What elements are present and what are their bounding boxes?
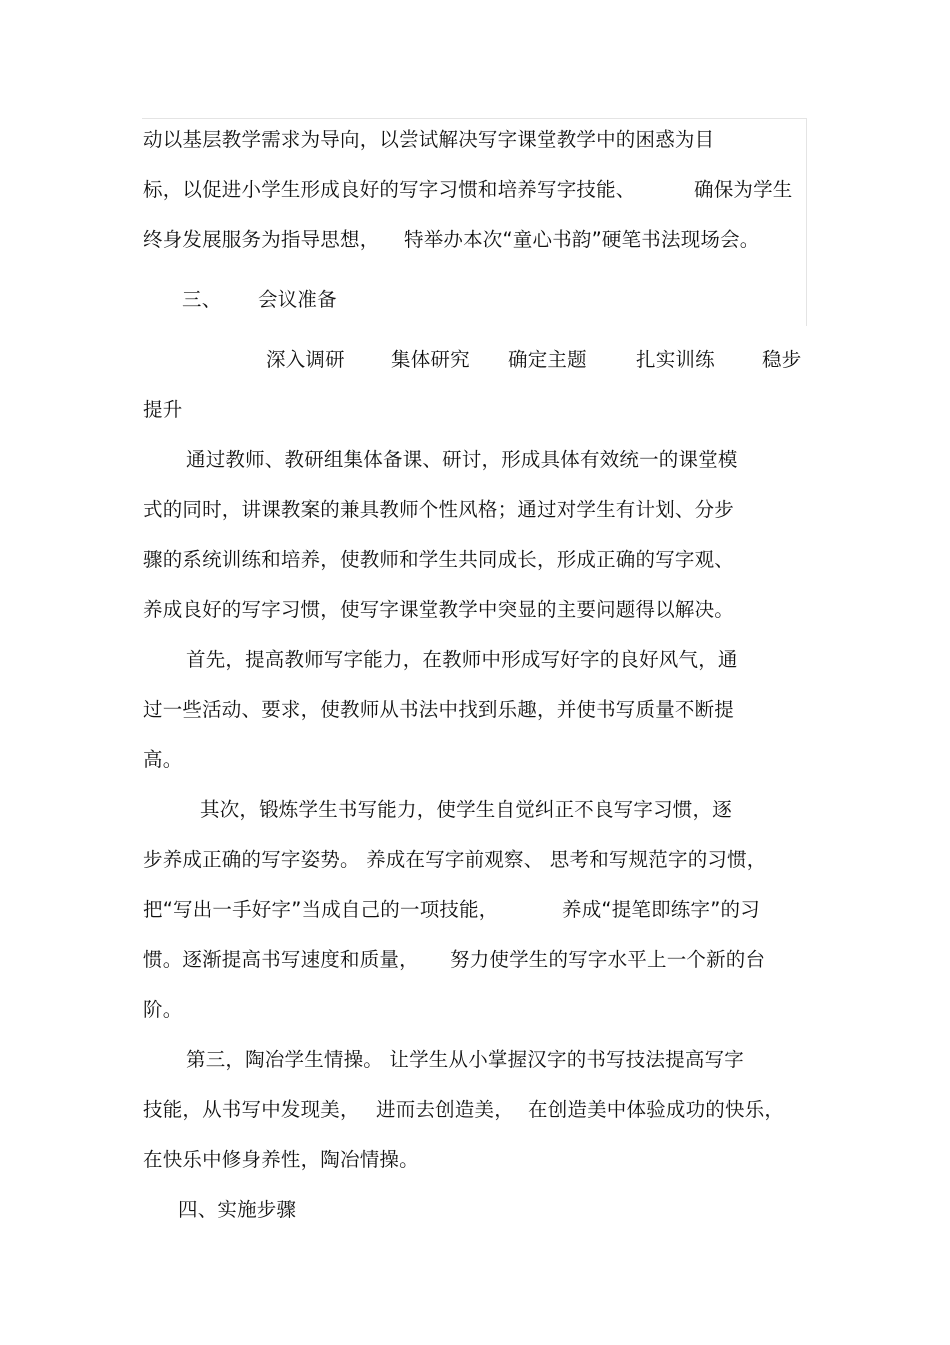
subheading-item: 集体研究 bbox=[391, 348, 470, 371]
frame-top-border bbox=[142, 118, 806, 119]
text-line: 确保为学生 bbox=[694, 178, 793, 201]
text-line: 进而去创造美， bbox=[376, 1098, 514, 1121]
text-line: 惯。逐渐提高书写速度和质量， bbox=[143, 948, 419, 971]
text-line: 养成“提笔即练字”的习 bbox=[562, 898, 760, 921]
text-line: 通过教师、教研组集体备课、研讨，形成具体有效统一的课堂模 bbox=[186, 448, 738, 471]
frame-right-border bbox=[806, 118, 807, 326]
text-line: 终身发展服务为指导思想， bbox=[143, 228, 380, 251]
text-line: 过一些活动、要求，使教师从书法中找到乐趣，并使书写质量不断提 bbox=[143, 698, 735, 721]
text-line: 其次，锻炼学生书写能力，使学生自觉纠正不良写字习惯，逐 bbox=[200, 798, 732, 821]
text-line: 在快乐中修身养性，陶冶情操。 bbox=[143, 1148, 419, 1171]
subheading-item: 深入调研 bbox=[266, 348, 345, 371]
text-line: 技能，从书写中发现美， bbox=[143, 1098, 360, 1121]
text-line: 首先，提高教师写字能力，在教师中形成写好字的良好风气，通 bbox=[186, 648, 738, 671]
text-line: 养成良好的写字习惯，使写字课堂教学中突显的主要问题得以解决。 bbox=[143, 598, 735, 621]
text-line: 在创造美中体验成功的快乐， bbox=[528, 1098, 785, 1121]
text-line: 把“写出一手好字”当成自己的一项技能， bbox=[143, 898, 499, 921]
subheading-item: 稳步 bbox=[762, 348, 802, 371]
subheading-item: 确定主题 bbox=[508, 348, 587, 371]
text-line: 高。 bbox=[143, 748, 183, 771]
section-heading-number: 三、 bbox=[182, 288, 222, 311]
text-line: 步养成正确的写字姿势。 养成在写字前观察、 思考和写规范字的习惯， bbox=[143, 848, 767, 871]
text-line: 特举办本次“童心书韵”硬笔书法现场会。 bbox=[404, 228, 760, 251]
text-line: 动以基层教学需求为导向，以尝试解决写字课堂教学中的困惑为目 bbox=[143, 128, 715, 151]
text-line: 式的同时，讲课教案的兼具教师个性风格；通过对学生有计划、分步 bbox=[143, 498, 735, 521]
text-line: 第三，陶冶学生情操。 让学生从小掌握汉字的书写技法提高写字 bbox=[186, 1048, 744, 1071]
section-heading: 会议准备 bbox=[258, 288, 337, 311]
text-line: 标，以促进小学生形成良好的写字习惯和培养写字技能、 bbox=[143, 178, 636, 201]
subheading-item: 扎实训练 bbox=[636, 348, 715, 371]
subheading-item: 提升 bbox=[143, 398, 183, 421]
text-line: 骤的系统训练和培养，使教师和学生共同成长，形成正确的写字观、 bbox=[143, 548, 735, 571]
text-line: 努力使学生的写字水平上一个新的台 bbox=[450, 948, 766, 971]
section-heading: 四、实施步骤 bbox=[178, 1198, 297, 1221]
text-line: 阶。 bbox=[143, 998, 183, 1021]
